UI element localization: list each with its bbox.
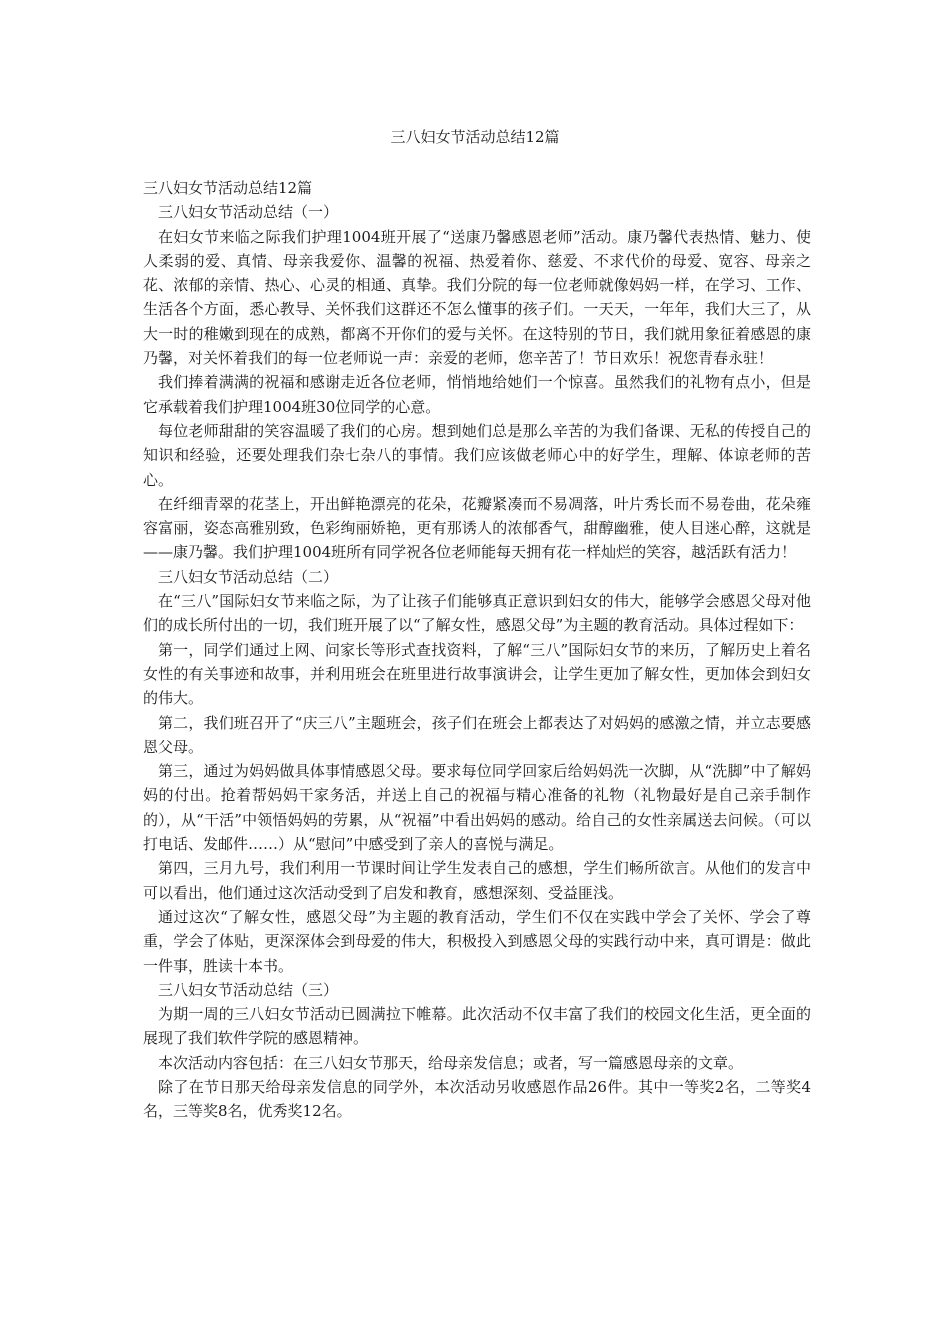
section-heading: 三八妇女节活动总结（三） [158,980,339,999]
paragraph: 除了在节日那天给母亲发信息的同学外，本次活动另收感恩作品26件。其中一等奖2名，二等奖4名，三等奖8名，优秀奖12名。 [143,1077,811,1121]
paragraph: 本次活动内容包括：在三八妇女节那天，给母亲发信息；或者，写一篇感恩母亲的文章。 [158,1053,744,1072]
lead-line: 三八妇女节活动总结12篇 [143,179,313,197]
paragraph: 为期一周的三八妇女节活动已圆满拉下帷幕。此次活动不仅丰富了我们的校园文化生活，更全面的展现了我们软件学院的感恩精神。 [143,1005,811,1048]
paragraph: 每位老师甜甜的笑容温暖了我们的心房。想到她们总是那么辛苦的为我们备课、无私的传授自己的知识和经验，还要处理我们杂七杂八的事情。我们应该做老师心中的好学生，理解、体谅老师的苦心。 [143,421,811,489]
paragraph: 通过这次“了解女性，感恩父母”为主题的教育活动，学生们不仅在实践中学会了关怀、学会了尊重，学会了体贴，更深深体会到母爱的伟大，积极投入到感恩父母的实践行动中来，真可谓是：做此一件事，胜读十本书。 [143,907,811,975]
paragraph: 在“三八”国际妇女节来临之际，为了让孩子们能够真正意识到妇女的伟大，能够学会感恩父母对他们的成长所付出的一切，我们班开展了以“了解女性，感恩父母”为主题的教育活动。具体过程如下： [143,592,811,635]
document-body [143,176,811,1124]
paragraph: 在纤细青翠的花茎上，开出鲜艳漂亮的花朵，花瓣紧凑而不易凋落，叶片秀长而不易卷曲，花朵雍容富丽，姿态高雅别致，色彩绚丽娇艳，更有那诱人的浓郁香气，甜醇幽雅，使人目迷心醉，这就是——康乃馨。我们护理1004班所有同学祝各位老师能每天拥有花一样灿烂的笑容，越活跃有活力！ [143,494,811,562]
section-heading: 三八妇女节活动总结（二） [158,567,339,586]
paragraph: 第二，我们班召开了“庆三八”主题班会，孩子们在班会上都表达了对妈妈的感激之情，并立志要感恩父母。 [143,713,811,756]
document-title: 三八妇女节活动总结12篇 [390,128,560,146]
paragraph: 第四，三月九号，我们利用一节课时间让学生发表自己的感想，学生们畅所欲言。从他们的发言中可以看出，他们通过这次活动受到了启发和教育，感想深刻、受益匪浅。 [143,859,811,902]
paragraph: 第三，通过为妈妈做具体事情感恩父母。要求每位同学回家后给妈妈洗一次脚，从“洗脚”中了解妈妈的付出。抢着帮妈妈干家务活，并送上自己的祝福与精心准备的礼物（礼物最好是自己亲手制作的），从“干活”中领悟妈妈的劳累，从“祝福”中看出妈妈的感动。给自己的女性亲属送去问候。（可以打电话、发邮件……）从“慰问”中感受到了亲人的喜悦与满足。 [143,762,811,854]
paragraph: 我们捧着满满的祝福和感谢走近各位老师，悄悄地给她们一个惊喜。虽然我们的礼物有点小，但是它承载着我们护理1004班30位同学的心意。 [143,373,811,416]
paragraph: 第一，同学们通过上网、问家长等形式查找资料，了解“三八”国际妇女节的来历，了解历史上着名女性的有关事迹和故事，并利用班会在班里进行故事演讲会，让学生更加了解女性，更加体会到妇女的伟大。 [143,640,811,708]
section-heading: 三八妇女节活动总结（一） [158,203,339,222]
paragraph: 在妇女节来临之际我们护理1004班开展了“送康乃馨感恩老师”活动。康乃馨代表热情、魅力、使人柔弱的爱、真情、母亲我爱你、温馨的祝福、热爱着你、慈爱、不求代价的母爱、宽容、母亲之花、浓郁的亲情、热心、心灵的相通、真挚。我们分院的每一位老师就像妈妈一样，在学习、工作、生活各个方面，悉心教导、关怀我们这群还不怎么懂事的孩子们。一天天，一年年，我们大三了，从大一时的稚嫩到现在的成熟，都离不开你们的爱与关怀。在这特别的节日，我们就用象征着感恩的康乃馨，对关怀着我们的每一位老师说一声：亲爱的老师，您辛苦了！节日欢乐！祝您青春永驻！ [143,227,811,368]
